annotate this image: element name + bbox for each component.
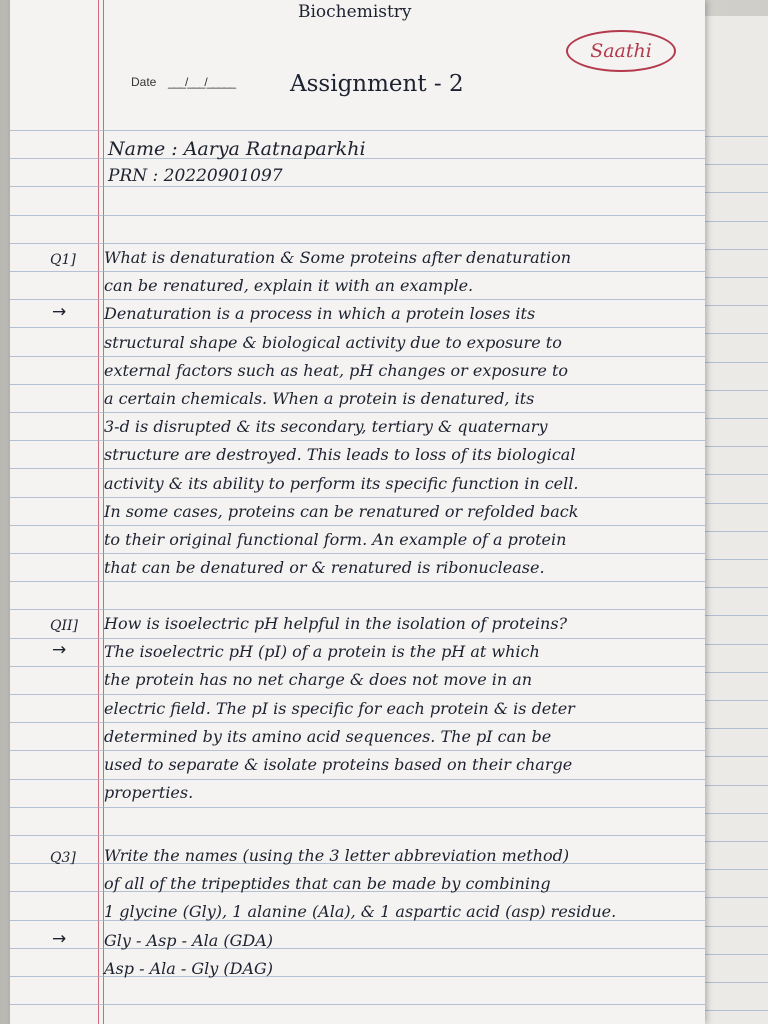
question-text-line: Write the names (using the 3 letter abbreviation method) — [104, 846, 570, 865]
date-label: Date — [131, 75, 157, 89]
answer-text-line: Denaturation is a process in which a protein loses its — [104, 304, 536, 324]
answer-arrow-icon: → — [52, 302, 67, 323]
question-label: Q1] — [50, 252, 76, 268]
question-text-line: can be renatured, explain it with an example. — [104, 276, 474, 296]
answer-text-line: structural shape & biological activity due to exposure to — [104, 332, 562, 352]
question-label: Q3] — [50, 850, 76, 866]
answer-text-line: The isoelectric pH (pI) of a protein is the pH at which — [104, 642, 540, 662]
answer-text-line: a certain chemicals. When a protein is denatured, its — [104, 389, 535, 408]
answer-text-line: electric field. The pI is specific for each protein & is deter — [104, 698, 575, 718]
answer-text-line: properties. — [104, 783, 194, 803]
answer-text-line: activity & its ability to perform its specific function in cell. — [104, 473, 579, 493]
answer-text-line: In some cases, proteins can be renatured or refolded back — [104, 501, 579, 521]
answer-arrow-icon: → — [52, 928, 67, 949]
student-prn: PRN : 20220901097 — [108, 166, 283, 186]
answer-text-line: external factors such as heat, pH changes or exposure to — [104, 360, 569, 380]
answer-text-line: Asp - Ala - Gly (DAG) — [104, 958, 274, 978]
answer-text-line: to their original functional form. An example of a protein — [104, 530, 567, 549]
answer-text-line: 3-d is disrupted & its secondary, tertiary & quaternary — [104, 417, 548, 437]
question-text-line: What is denaturation & Some proteins after denaturation — [104, 248, 572, 267]
question-text-line: 1 glycine (Gly), 1 alanine (Ala), & 1 aspartic acid (asp) residue. — [104, 902, 617, 922]
assignment-title: Assignment - 2 — [290, 71, 464, 97]
brand-logo-text: Saathi — [590, 40, 652, 62]
student-name: Name : Aarya Ratnaparkhi — [108, 138, 366, 160]
brand-logo — [566, 30, 676, 72]
answer-text-line: that can be denatured or & renatured is ribonuclease. — [104, 558, 545, 578]
answer-text-line: the protein has no net charge & does not move in an — [104, 670, 533, 690]
subject-heading: Biochemistry — [298, 2, 412, 22]
date-blank: ___/___/_____ — [168, 75, 236, 89]
question-text-line: of all of the tripeptides that can be made by combining — [104, 874, 551, 894]
answer-text-line: structure are destroyed. This leads to loss of its biological — [104, 445, 576, 465]
question-text-line: How is isoelectric pH helpful in the isolation of proteins? — [104, 614, 568, 633]
answer-text-line: determined by its amino acid sequences. The pI can be — [104, 726, 552, 746]
answer-text-line: used to separate & isolate proteins based on their charge — [104, 755, 573, 774]
answer-text-line: Gly - Asp - Ala (GDA) — [104, 930, 274, 950]
question-label: QII] — [50, 618, 78, 634]
answer-arrow-icon: → — [52, 640, 67, 661]
